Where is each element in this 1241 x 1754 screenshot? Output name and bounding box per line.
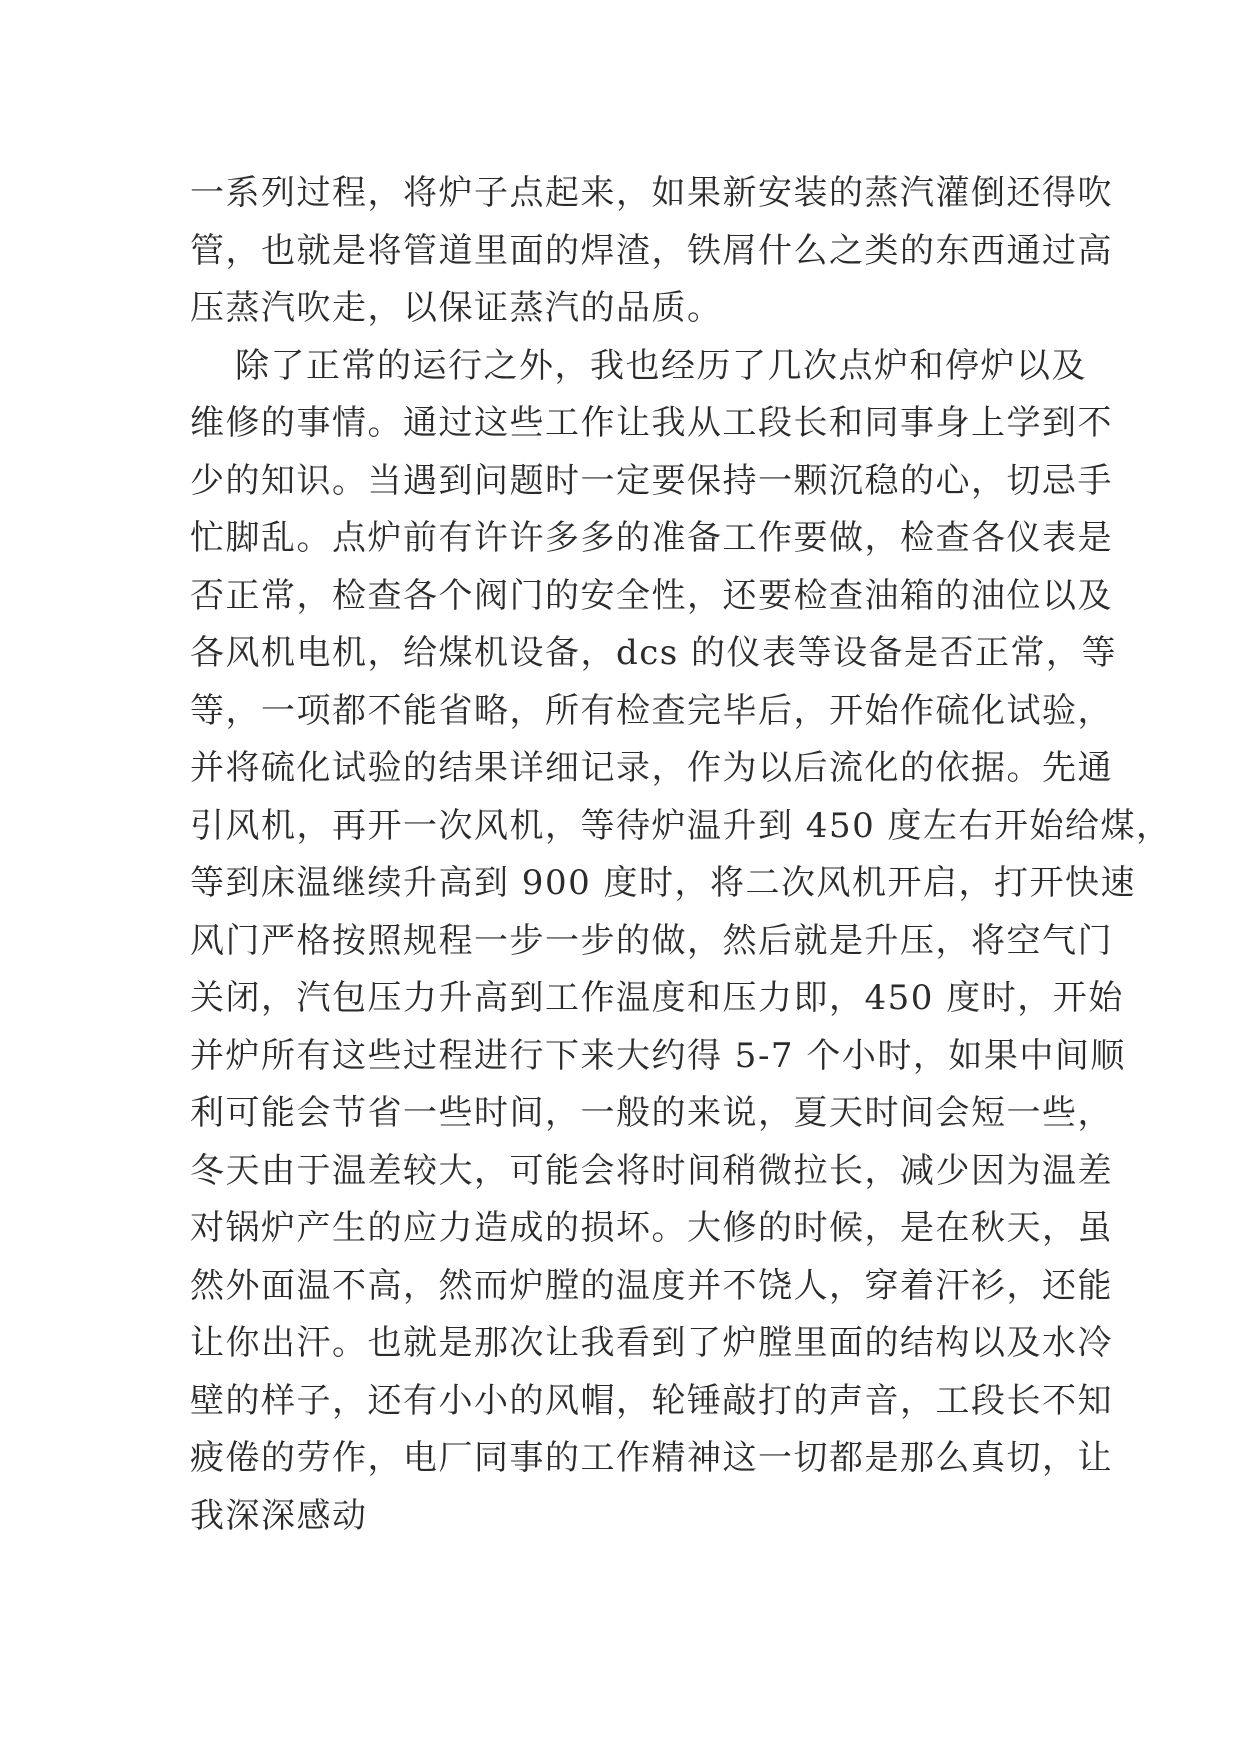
text-line: 维修的事情。通过这些工作让我从工段长和同事身上学到不 — [190, 403, 1113, 443]
text-line: 让你出汗。也就是那次让我看到了炉膛里面的结构以及水冷 — [190, 1323, 1113, 1363]
text-line: 少的知识。当遇到问题时一定要保持一颗沉稳的心，切忌手 — [190, 460, 1113, 501]
text-line: 等到床温继续升高到 900 度时，将二次风机开启，打开快速 — [190, 863, 1137, 903]
text-line: 管，也就是将管道里面的焊渣，铁屑什么之类的东西通过高 — [190, 230, 1113, 271]
text-line: 引风机，再开一次风机，等待炉温升到 450 度左右开始给煤， — [190, 805, 1172, 846]
text-line: 并将硫化试验的结果详细记录，作为以后流化的依据。先通 — [190, 748, 1113, 788]
text-line: 壁的样子，还有小小的风帽，轮锤敲打的声音，工段长不知 — [190, 1380, 1113, 1421]
text-line: 对锅炉产生的应力造成的损坏。大修的时候，是在秋天，虽 — [190, 1208, 1113, 1248]
text-line: 各风机电机，给煤机设备，dcs 的仪表等设备是否正常，等 — [190, 633, 1118, 673]
text-line: 疲倦的劳作，电厂同事的工作精神这一切都是那么真切，让 — [190, 1438, 1113, 1478]
text-line: 然外面温不高，然而炉膛的温度并不饶人，穿着汗衫，还能 — [190, 1265, 1113, 1306]
text-line: 我深深感动 — [190, 1495, 368, 1536]
body-text — [190, 165, 1172, 1545]
text-line: 并炉所有这些过程进行下来大约得 5-7 个小时，如果中间顺 — [190, 1035, 1126, 1076]
text-line: 否正常，检查各个阀门的安全性，还要检查油箱的油位以及 — [190, 575, 1113, 616]
text-line: 一系列过程，将炉子点起来，如果新安装的蒸汽灌倒还得吹 — [190, 173, 1113, 213]
text-line: 忙脚乱。点炉前有许许多多的准备工作要做，检查各仪表是 — [190, 518, 1113, 558]
text-line: 除了正常的运行之外，我也经历了几次点炉和停炉以及 — [235, 345, 1087, 386]
text-line: 等，一项都不能省略，所有检查完毕后，开始作硫化试验， — [190, 690, 1113, 731]
text-line: 压蒸汽吹走，以保证蒸汽的品质。 — [190, 288, 723, 328]
text-line: 关闭，汽包压力升高到工作温度和压力即，450 度时，开始 — [190, 978, 1124, 1018]
text-line: 风门严格按照规程一步一步的做，然后就是升压，将空气门 — [190, 920, 1113, 961]
text-line: 利可能会节省一些时间，一般的来说，夏天时间会短一些， — [190, 1093, 1113, 1133]
text-line: 冬天由于温差较大，可能会将时间稍微拉长，减少因为温差 — [190, 1150, 1113, 1191]
